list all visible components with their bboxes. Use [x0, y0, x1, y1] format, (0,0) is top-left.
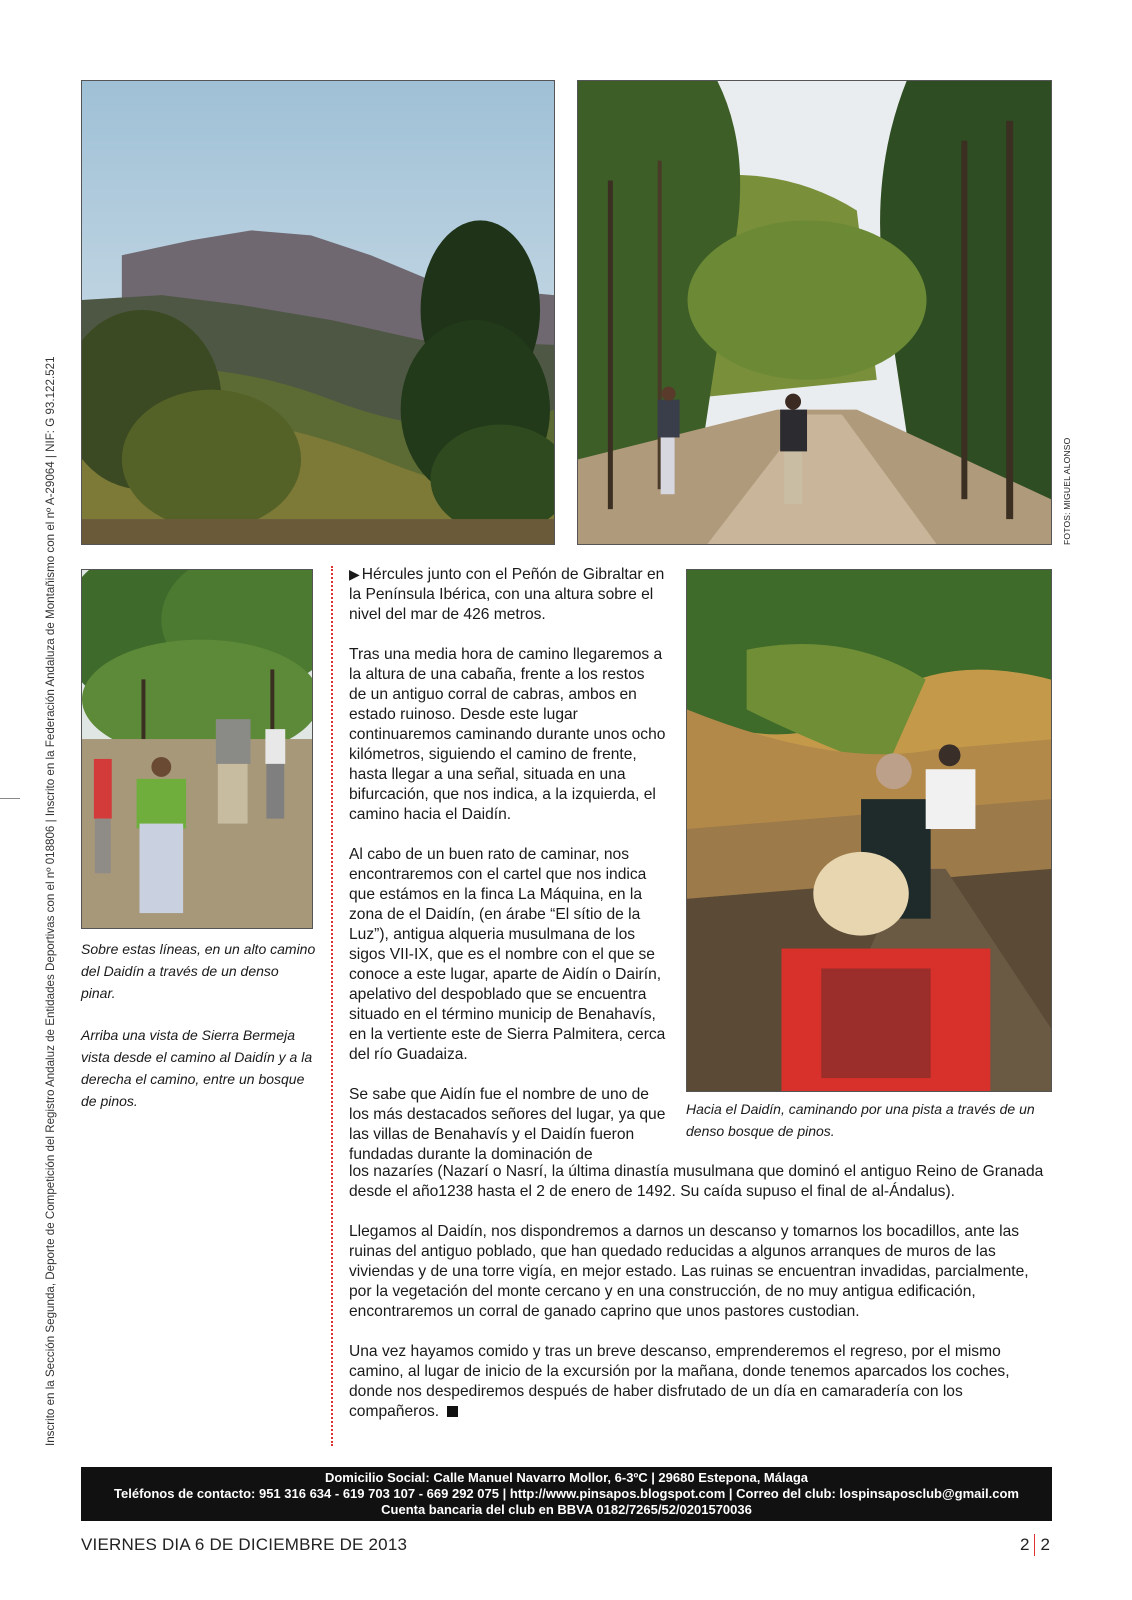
- photo-hikers-group: [81, 569, 313, 929]
- footer-address: Domicilio Social: Calle Manuel Navarro Mollor, 6-3ºC | 29680 Estepona, Málaga: [324, 1470, 809, 1485]
- photo-sierra-bermeja: [81, 80, 555, 545]
- end-mark-icon: [447, 1406, 458, 1417]
- article-paragraph-6: Una vez hayamos comido y tras un breve descanso, emprenderemos el regreso, por el mismo camino, al lugar de inicio de la excursión por la mañana, donde tenemos aparcados los coches, donde nos despediremos después de haber disfrutado de un día en camaradería con los compañeros.: [349, 1343, 1010, 1420]
- column-divider: [331, 566, 333, 1446]
- page-number-separator: [1034, 1534, 1035, 1556]
- caption-dirt-track: Hacia el Daidín, caminando por una pista a través de un denso bosque de pinos.: [686, 1101, 1035, 1139]
- footer-bank-account: Cuenta bancaria del club en BBVA 0182/7265/52/0201570036: [381, 1502, 752, 1517]
- page-number-left: 2: [1020, 1535, 1030, 1554]
- page-number: [1020, 1534, 1050, 1556]
- issue-date: VIERNES DIA 6 DE DICIEMBRE DE 2013: [81, 1535, 408, 1554]
- margin-tick: [0, 798, 20, 799]
- article-paragraph-4-end: los nazaríes (Nazarí o Nasrí, la última dinastía musulmana que dominó el antiguo Reino de Granada desde el año1238 hasta el 2 de enero de 1492. Su caída supuso el final de al-Ándalus).: [349, 1163, 1044, 1200]
- continue-arrow-icon: ▶: [349, 566, 360, 582]
- article-paragraph-2: Tras una media hora de camino llegaremos a la altura de una cabaña, frente a los restos de un antiguo corral de cabras, ambos en estado ruinoso. Desde este lugar continuaremos caminando durante unos ocho kilómetros, siguiendo el camino de frente, hasta llegar a una señal, situada en una bifurcación, que nos indica, a la izquierda, el camino hacia el Daidín.: [349, 646, 666, 823]
- article-paragraph-1: ▶ Hércules junto con el Peñón de Gibraltar en la Península Ibérica, con una altura sobre el nivel del mar de 426 metros.: [349, 566, 665, 623]
- caption-hikers-group: Sobre estas líneas, en un alto camino del Daidín a través de un denso pinar.: [81, 941, 316, 1001]
- footer-contacts: Teléfonos de contacto: 951 316 634 - 619 703 107 - 669 292 075 | http://www.pinsapos.blogspot.com | Correo del club: lospinsaposclub@gmail.com: [114, 1486, 1019, 1501]
- caption-top-photos: Arriba una vista de Sierra Bermeja vista desde el camino al Daidín y a la derecha el camino, entre un bosque de pinos.: [81, 1027, 313, 1109]
- article-paragraph-3: Al cabo de un buen rato de caminar, nos encontraremos con el cartel que nos indica que estámos en la finca La Máquina, en la zona de el Daidín, (en árabe “El sítio de la Luz”), antigua alqueria musulmana de los sigos VII-IX, que es el nombre con el que se conoce a este lugar, aparte de Aidín o Dairín, apelativo del despoblado que se encuentra situado en el término municip de Benahavís, en la vertiente este de Sierra Palmitera, cerca del río Guadaiza.: [349, 846, 666, 1063]
- article-narrow-column: [349, 564, 666, 1165]
- article-wide-column: [349, 1162, 1052, 1422]
- left-captions: [81, 938, 317, 1112]
- page-number-right: 2: [1040, 1535, 1050, 1554]
- photo-forest-path: [577, 80, 1052, 545]
- photo-credit: FOTOS: MIGUEL ALONSO: [1062, 437, 1072, 545]
- photo-dirt-track: [686, 569, 1052, 1092]
- vertical-legal-notice: Inscrito en la Sección Segunda, Deporte de Competición del Registro Andaluz de Entidades Deportivas con el nº 018806 | Inscrito en la Federación Andaluza de Montañismo con el nº A-29064 | NIF: G 93.122.521: [44, 356, 57, 1446]
- article-paragraph-5: Llegamos al Daidín, nos dispondremos a darnos un descanso y tomarnos los bocadillos, ante las ruinas del antiguo poblado, que han quedado reducidas a algunos arranques de muros de las viviendas y de una torre vigía, en mejor estado. Las ruinas se encuentran invadidas, parcialmente, por la vegetación del monte cercano y en una construcción, de no muy antigua edificación, encontraremos un corral de ganado caprino que unos pastores custodian.: [349, 1223, 1029, 1320]
- footer-contact-bar: [81, 1467, 1052, 1521]
- article-paragraph-4-start: Se sabe que Aidín fue el nombre de uno de los más destacados señores del lugar, ya que las villas de Benahavís y el Daidín fueron fundadas durante la dominación de: [349, 1086, 666, 1163]
